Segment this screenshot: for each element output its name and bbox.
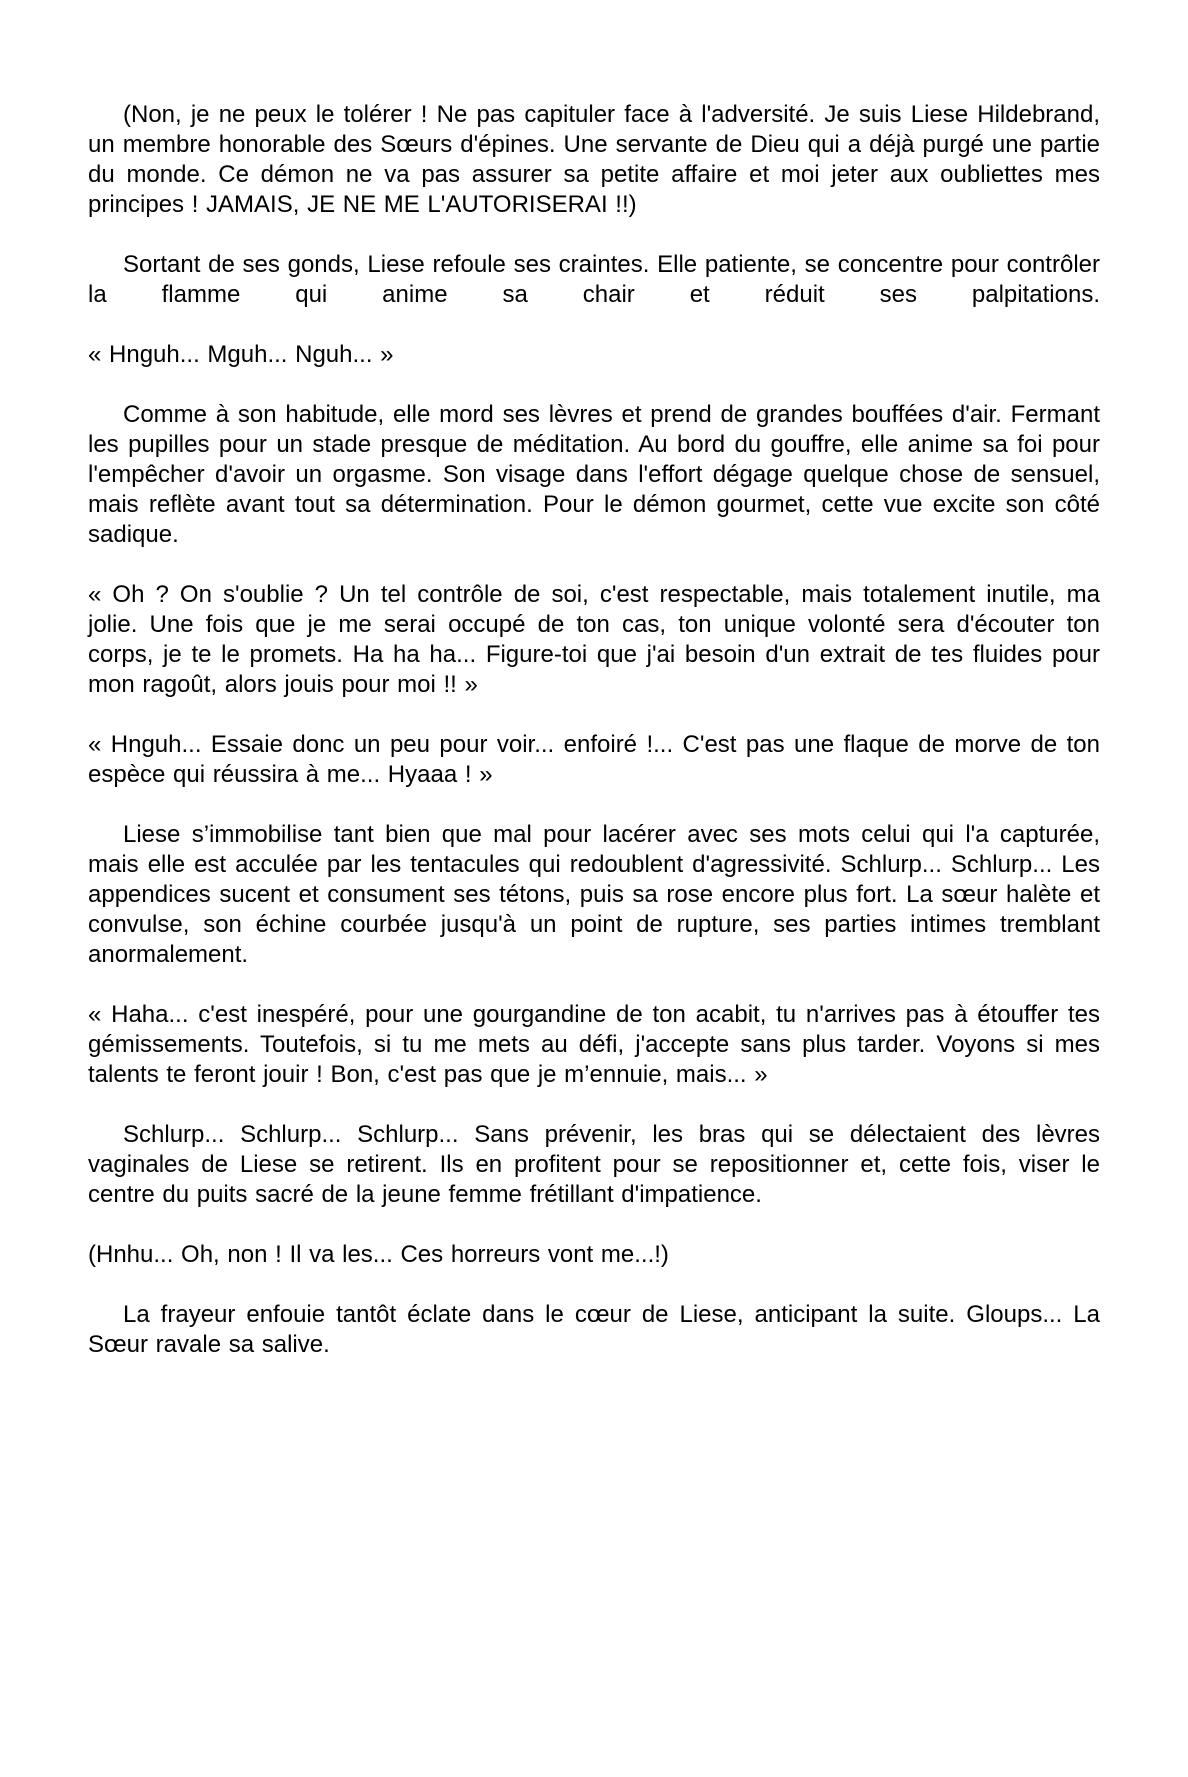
inner-thought-paragraph: (Non, je ne peux le tolérer ! Ne pas capituler face à l'adversité. Je suis Liese Hildebrand, un membre honorable des Sœurs d'épines. Une servante de Dieu qui a déjà purgé une partie du monde. Ce démon ne va pas assurer sa petite affaire et moi jeter aux oubliettes mes principes ! JAMAIS, JE NE ME L'AUTORISERAI !!) bbox=[88, 101, 1100, 218]
dialogue-paragraph: « Oh ? On s'oublie ? Un tel contrôle de soi, c'est respectable, mais totalement inutile, ma jolie. Une fois que je me serai occupé de ton cas, ton unique volonté sera d'écouter ton corps, je te le promets. Ha ha ha... Figure-toi que j'ai besoin d'un extrait de tes fluides pour mon ragoût, alors jouis pour moi !! » bbox=[88, 581, 1100, 698]
narration-paragraph: La frayeur enfouie tantôt éclate dans le cœur de Liese, anticipant la suite. Gloups... La Sœur ravale sa salive. bbox=[88, 1301, 1100, 1358]
narration-paragraph: Schlurp... Schlurp... Schlurp... Sans prévenir, les bras qui se délectaient des lèvres vaginales de Liese se retirent. Ils en profitent pour se repositionner et, cette fois, viser le centre du puits sacré de la jeune femme frétillant d'impatience. bbox=[88, 1121, 1100, 1208]
dialogue-paragraph: « Hnguh... Essaie donc un peu pour voir... enfoiré !... C'est pas une flaque de morve de ton espèce qui réussira à me... Hyaaa ! » bbox=[88, 731, 1100, 788]
narration-paragraph: Sortant de ses gonds, Liese refoule ses craintes. Elle patiente, se concentre pour contrôler la flamme qui anime sa chair et réduit ses palpitations. bbox=[88, 251, 1100, 308]
dialogue-paragraph: « Hnguh... Mguh... Nguh... » bbox=[88, 341, 394, 368]
narration-paragraph: Comme à son habitude, elle mord ses lèvres et prend de grandes bouffées d'air. Fermant les pupilles pour un stade presque de méditation. Au bord du gouffre, elle anime sa foi pour l'empêcher d'avoir un orgasme. Son visage dans l'effort dégage quelque chose de sensuel, mais reflète avant tout sa détermination. Pour le démon gourmet, cette vue excite son côté sadique. bbox=[88, 401, 1100, 548]
inner-thought-paragraph: (Hnhu... Oh, non ! Il va les... Ces horreurs vont me...!) bbox=[88, 1241, 669, 1268]
narration-paragraph: Liese s’immobilise tant bien que mal pour lacérer avec ses mots celui qui l'a capturée, mais elle est acculée par les tentacules qui redoublent d'agressivité. Schlurp... Schlurp... Les appendices sucent et consument ses tétons, puis sa rose encore plus fort. La sœur halète et convulse, son échine courbée jusqu'à un point de rupture, ses parties intimes tremblant anormalement. bbox=[88, 821, 1100, 968]
dialogue-paragraph: « Haha... c'est inespéré, pour une gourgandine de ton acabit, tu n'arrives pas à étouffer tes gémissements. Toutefois, si tu me mets au défi, j'accepte sans plus tarder. Voyons si mes talents te feront jouir ! Bon, c'est pas que je m’ennuie, mais... » bbox=[88, 1001, 1100, 1088]
